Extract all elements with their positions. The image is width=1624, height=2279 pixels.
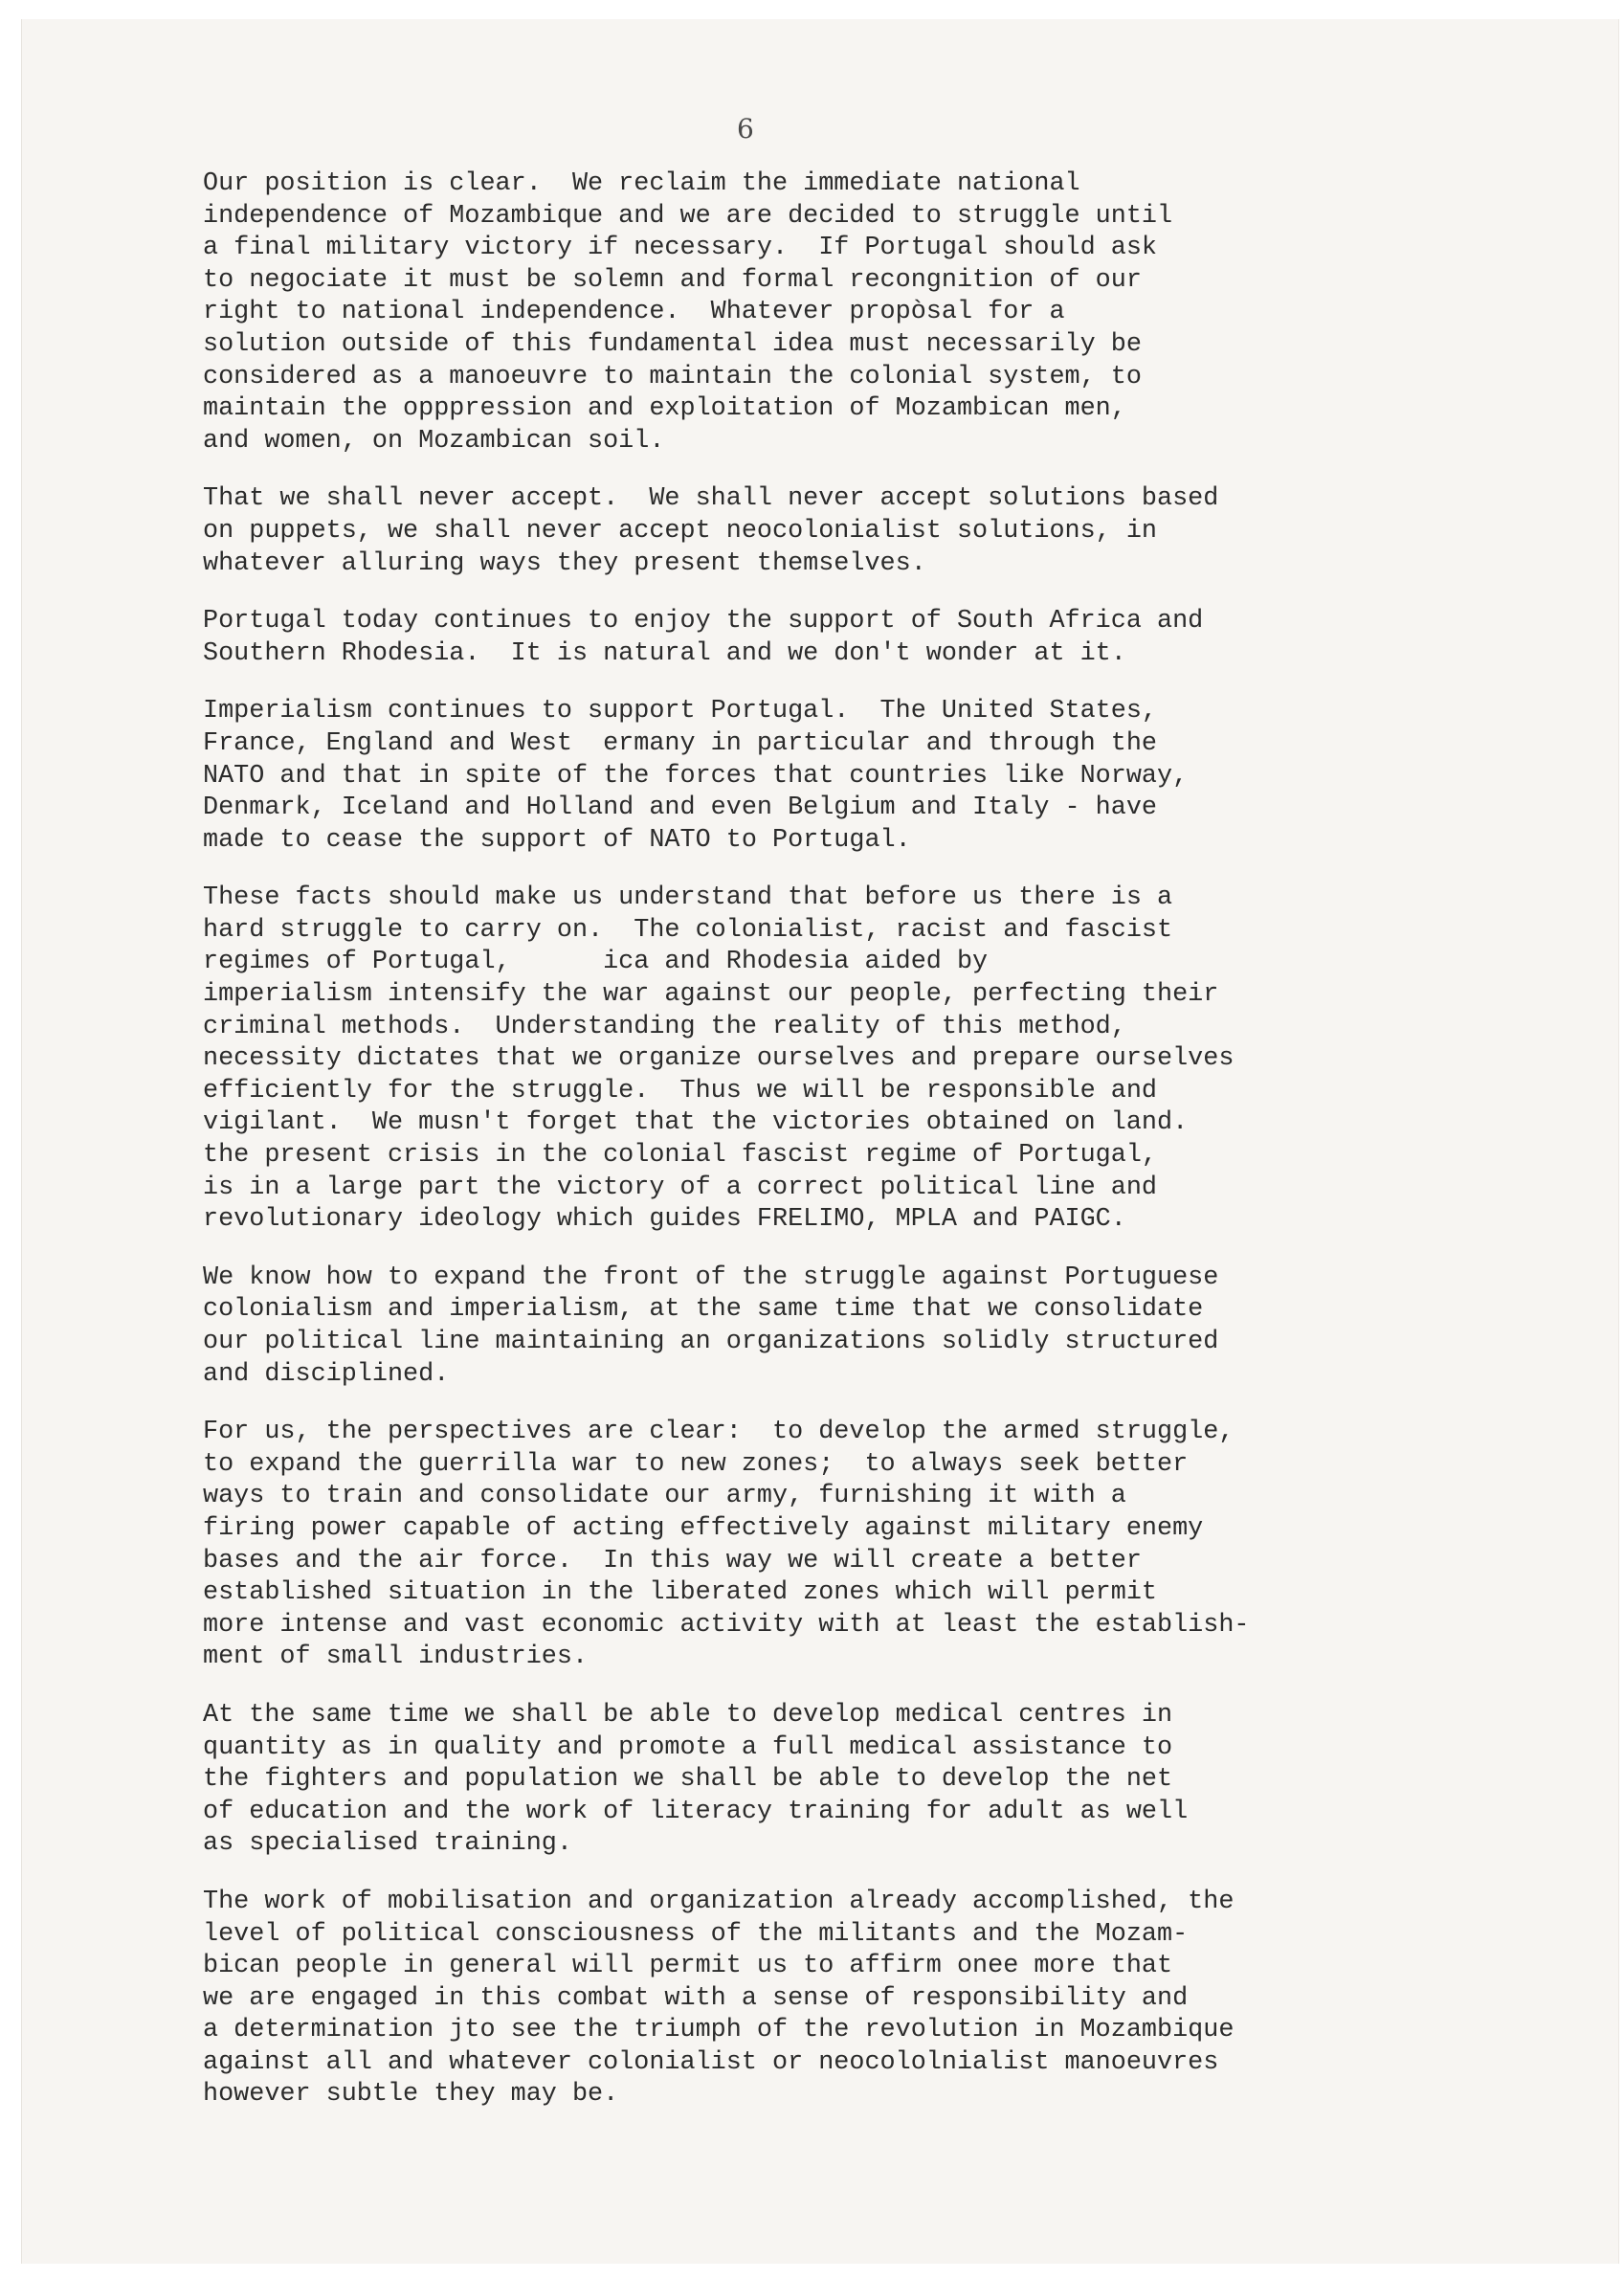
text-line: however subtle they may be. bbox=[203, 2080, 619, 2110]
text-line: efficiently for the struggle. Thus we will be responsible and bbox=[203, 1076, 1158, 1106]
text-line: Imperialism continues to support Portugal. The United States, bbox=[203, 697, 1158, 726]
text-line: a final military victory if necessary. If Portugal should ask bbox=[203, 234, 1158, 263]
text-line: Portugal today continues to enjoy the support of South Africa and bbox=[203, 607, 1204, 637]
paragraph-portugal-support bbox=[203, 606, 1543, 670]
text-line: hard struggle to carry on. The colonialist, racist and fascist bbox=[203, 915, 1173, 945]
text-line: Southern Rhodesia. It is natural and we don't wonder at it. bbox=[203, 638, 1126, 668]
text-line: we are engaged in this combat with a sense of responsibility and bbox=[203, 1983, 1189, 2013]
text-line: is in a large part the victory of a correct political line and bbox=[203, 1173, 1158, 1202]
text-line: to expand the guerrilla war to new zones; to always seek better bbox=[203, 1449, 1189, 1479]
text-line: our political line maintaining an organizations solidly structured bbox=[203, 1328, 1219, 1356]
text-line: vigilant. We musn't forget that the victories obtained on land. bbox=[203, 1108, 1189, 1138]
text-line: regimes of Portugal, ica and Rhodesia aided by bbox=[203, 948, 989, 977]
text-line: These facts should make us understand that before us there is a bbox=[203, 883, 1173, 913]
text-line: more intense and vast economic activity with at least the establish- bbox=[203, 1610, 1250, 1640]
text-line: quantity as in quality and promote a full medical assistance to bbox=[203, 1732, 1173, 1762]
text-line: made to cease the support of NATO to Portugal. bbox=[203, 825, 911, 855]
text-line: to negociate it must be solemn and formal recongnition of our bbox=[203, 265, 1142, 295]
paragraph-never-accept bbox=[203, 483, 1543, 580]
text-line: firing power capable of acting effectively against military enemy bbox=[203, 1513, 1204, 1543]
text-line: a determination jto see the triumph of the revolution in Mozambique bbox=[203, 2016, 1235, 2045]
text-line: The work of mobilisation and organization already accomplished, the bbox=[203, 1887, 1235, 1916]
text-line: necessity dictates that we organize ourselves and prepare ourselves bbox=[203, 1044, 1235, 1074]
text-line: bases and the air force. In this way we will create a better bbox=[203, 1546, 1142, 1575]
text-line: ways to train and consolidate our army, furnishing it with a bbox=[203, 1482, 1126, 1511]
text-line: as specialised training. bbox=[203, 1829, 572, 1859]
text-line: bican people in general will permit us to affirm onee more that bbox=[203, 1952, 1173, 1981]
text-line: imperialism intensify the war against our people, perfecting their bbox=[203, 980, 1219, 1010]
text-line: on puppets, we shall never accept neocolonialist solutions, in bbox=[203, 516, 1158, 546]
paragraph-mobilisation bbox=[203, 1887, 1543, 2111]
text-line: solution outside of this fundamental idea must necessarily be bbox=[203, 329, 1142, 359]
text-line: level of political consciousness of the militants and the Mozam- bbox=[203, 1919, 1189, 1949]
text-line: That we shall never accept. We shall never accept solutions based bbox=[203, 484, 1219, 514]
paragraph-imperialism bbox=[203, 696, 1543, 857]
text-line: France, England and West ermany in particular and through the bbox=[203, 728, 1158, 758]
text-line: Our position is clear. We reclaim the immediate national bbox=[203, 169, 1080, 198]
paragraph-expand-front bbox=[203, 1262, 1543, 1391]
paragraph-perspectives bbox=[203, 1417, 1543, 1674]
text-line: the fighters and population we shall be able to develop the net bbox=[203, 1765, 1173, 1795]
paragraph-hard-struggle bbox=[203, 883, 1543, 1237]
text-line: ment of small industries. bbox=[203, 1642, 589, 1672]
text-line: NATO and that in spite of the forces that countries like Norway, bbox=[203, 761, 1189, 791]
text-line: Denmark, Iceland and Holland and even Belgium and Italy - have bbox=[203, 793, 1158, 823]
text-line: We know how to expand the front of the struggle against Portuguese bbox=[203, 1262, 1219, 1292]
text-line: For us, the perspectives are clear: to develop the armed struggle, bbox=[203, 1418, 1235, 1447]
text-line: criminal methods. Understanding the reality of this method, bbox=[203, 1012, 1126, 1041]
document-body bbox=[203, 168, 1543, 2111]
text-line: maintain the opppression and exploitation of Mozambican men, bbox=[203, 394, 1126, 424]
text-line: colonialism and imperialism, at the same time that we consolidate bbox=[203, 1295, 1204, 1325]
text-line: At the same time we shall be able to develop medical centres in bbox=[203, 1700, 1173, 1730]
text-line: revolutionary ideology which guides FRELIMO, MPLA and PAIGC. bbox=[203, 1205, 1126, 1235]
text-line: considered as a manoeuvre to maintain the colonial system, to bbox=[203, 362, 1142, 391]
text-line: right to national independence. Whatever propòsal for a bbox=[203, 298, 1065, 327]
page-number: 6 bbox=[737, 113, 754, 145]
paragraph-medical-centres bbox=[203, 1700, 1543, 1861]
text-line: the present crisis in the colonial fascist regime of Portugal, bbox=[203, 1141, 1158, 1171]
text-line: of education and the work of literacy training for adult as well bbox=[203, 1797, 1189, 1826]
text-line: and women, on Mozambican soil. bbox=[203, 426, 665, 456]
text-line: whatever alluring ways they present themselves. bbox=[203, 548, 926, 578]
paragraph-position bbox=[203, 168, 1543, 458]
text-line: against all and whatever colonialist or neocololnialist manoeuvres bbox=[203, 2047, 1219, 2077]
text-line: and disciplined. bbox=[203, 1359, 450, 1389]
text-line: independence of Mozambique and we are decided to struggle until bbox=[203, 201, 1173, 231]
text-line: established situation in the liberated zones which will permit bbox=[203, 1578, 1158, 1608]
